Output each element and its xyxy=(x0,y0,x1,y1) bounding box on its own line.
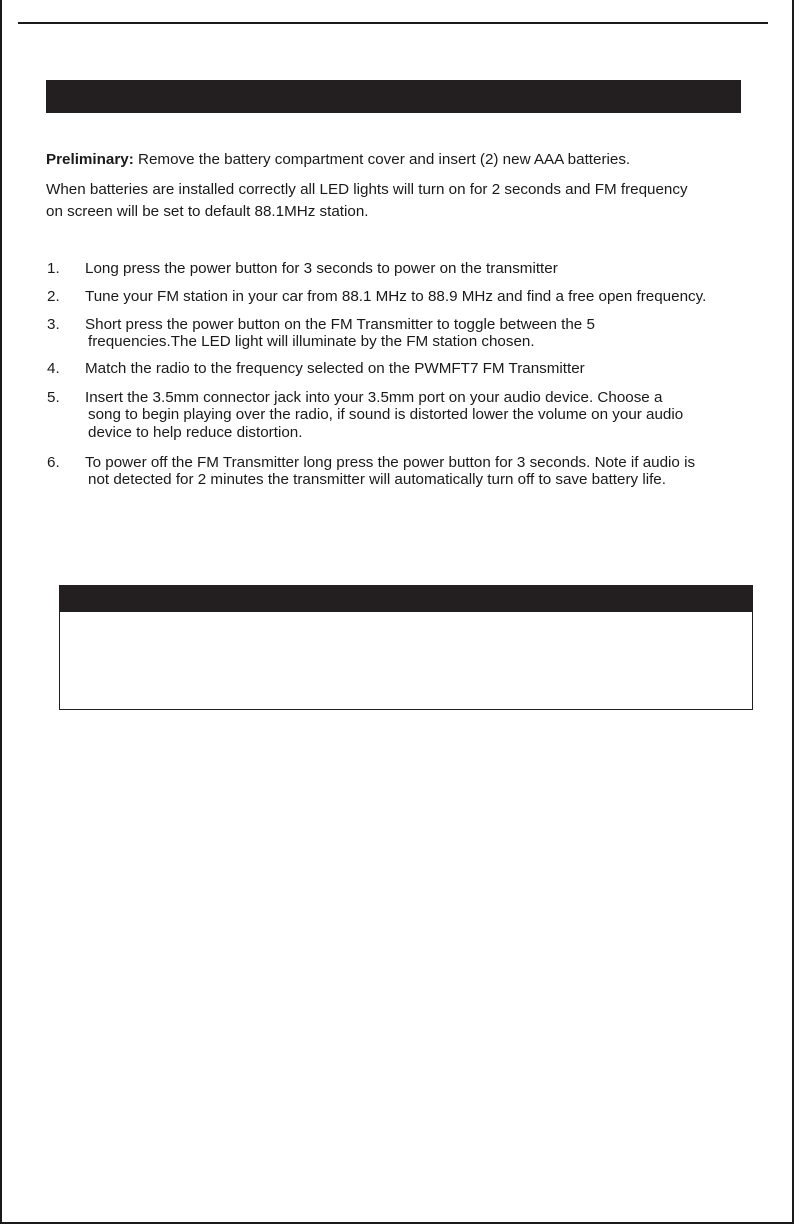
step-6-text-line-1: To power off the FM Transmitter long press the power button for 3 seconds. Note if audio is xyxy=(85,454,696,471)
step-2-number: 2. xyxy=(47,288,60,305)
note-box xyxy=(59,585,753,710)
step-4-text: Match the radio to the frequency selected on the PWMFT7 FM Transmitter xyxy=(85,360,585,377)
intro-line-3: on screen will be set to default 88.1MHz station. xyxy=(46,203,369,220)
note-box-header xyxy=(60,586,752,612)
step-4-number: 4. xyxy=(47,360,60,377)
intro-line-2: When batteries are installed correctly all LED lights will turn on for 2 seconds and FM frequency xyxy=(46,181,688,198)
step-3-text-line-1: Short press the power button on the FM Transmitter to toggle between the 5 xyxy=(85,316,595,333)
step-6-text-line-2: not detected for 2 minutes the transmitter will automatically turn off to save battery life. xyxy=(88,471,666,488)
preliminary-text: Remove the battery compartment cover and insert (2) new AAA batteries. xyxy=(133,151,631,168)
step-6-number: 6. xyxy=(47,454,60,471)
step-2-text: Tune your FM station in your car from 88.1 MHz to 88.9 MHz and find a free open frequency. xyxy=(85,288,707,305)
step-5-text-line-1: Insert the 3.5mm connector jack into your 3.5mm port on your audio device. Choose a xyxy=(85,389,663,406)
top-rule xyxy=(18,22,768,24)
preliminary-paragraph xyxy=(46,151,630,169)
step-3-number: 3. xyxy=(47,316,60,333)
step-5-text-line-2: song to begin playing over the radio, if sound is distorted lower the volume on your audio xyxy=(88,406,684,423)
step-5-text-line-3: device to help reduce distortion. xyxy=(88,424,303,441)
step-1-text: Long press the power button for 3 seconds to power on the transmitter xyxy=(85,260,558,277)
step-5-number: 5. xyxy=(47,389,60,406)
step-1-number: 1. xyxy=(47,260,60,277)
section-title-bar xyxy=(46,80,741,113)
step-3-text-line-2: frequencies.The LED light will illuminate by the FM station chosen. xyxy=(88,333,535,350)
preliminary-label: Preliminary: xyxy=(46,151,134,168)
